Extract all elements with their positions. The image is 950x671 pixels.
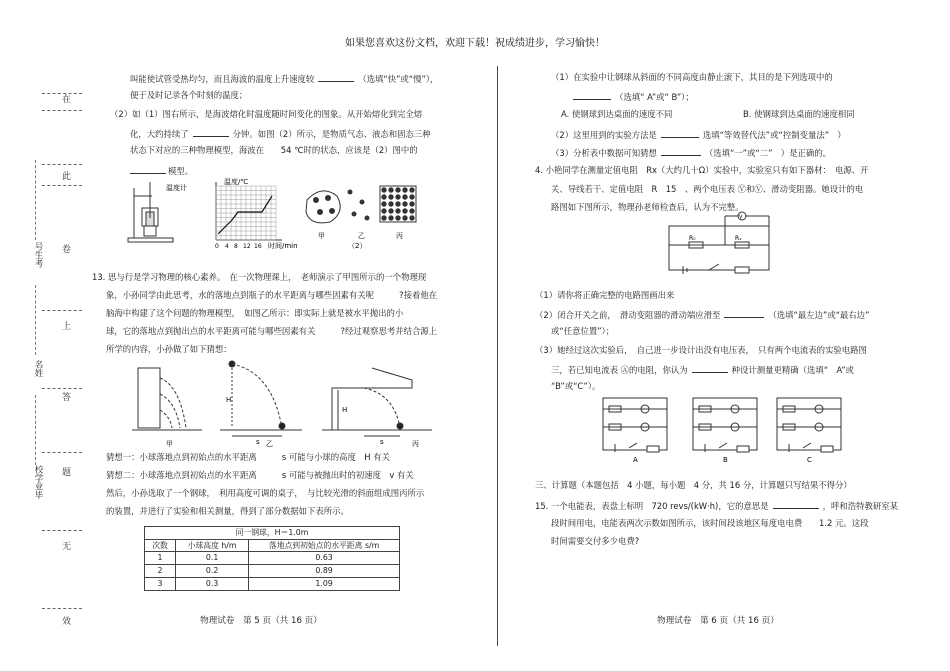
text-line: 的装置，并进行了实验和相关测量，得到了部分数据如下表所示。 bbox=[106, 506, 349, 516]
text-line: 猜想一：小球落地点到初始点的水平距离 s 可能与小球的高度 H 有关 bbox=[106, 452, 390, 462]
gutter-dash bbox=[42, 93, 82, 94]
page-footer: 物理试卷 第 6 页（共 16 页） bbox=[657, 616, 779, 626]
text-line: 猜想二：小球落地点到初始点的水平距离 s 可能与被抛出时的初速度 v 有关 bbox=[106, 470, 414, 480]
circuit-label-b: B bbox=[723, 456, 728, 464]
ammeter-circuit bbox=[693, 398, 757, 452]
gutter-word: 效 bbox=[62, 617, 72, 627]
ammeter-circuit bbox=[777, 398, 841, 452]
page-5 bbox=[92, 66, 480, 646]
solid-particle bbox=[382, 209, 386, 213]
text-line: （2）这里用到的实验方法是 选填“等效替代法”或“控制变量法” ） bbox=[551, 130, 846, 140]
model-label-c: 丙 bbox=[396, 232, 403, 240]
table-row: 1 0.1 0.63 bbox=[145, 552, 400, 565]
text-line: 模型。 bbox=[130, 164, 193, 177]
table-row: 3 0.3 1.09 bbox=[145, 577, 400, 590]
text-line: 便于及时记录各个时刻的温度； bbox=[130, 90, 248, 100]
text-line: 所学的内容，小孙做了如下猜想： bbox=[106, 344, 232, 354]
solid-particle bbox=[382, 195, 386, 199]
text-line: （1）在实验中让钢球从斜面的不同高度由静止滚下，其目的是下列选项中的 bbox=[551, 72, 833, 82]
solid-particle bbox=[382, 188, 386, 192]
text-line: 然后，小孙选取了一个钢球， 利用高度可调的桌子， 与比较光滑的斜面组成图丙所示 bbox=[106, 488, 425, 498]
text-line: （选填“ A”或“ B”）； bbox=[573, 90, 694, 103]
page-footer: 物理试卷 第 5 页（共 16 页） bbox=[200, 616, 322, 626]
text-line: “B”或“C”）。 bbox=[551, 381, 601, 391]
gutter-dash bbox=[42, 608, 82, 609]
text-line: 路图如下图所示，物理孙老师检查后，认为不完整。 bbox=[551, 202, 744, 212]
gutter-word: 无 bbox=[62, 542, 72, 552]
solid-particle bbox=[403, 209, 407, 213]
gutter-word: 卷 bbox=[62, 245, 72, 255]
gutter-dash bbox=[42, 530, 82, 531]
gutter-word: 答 bbox=[62, 393, 72, 403]
tick-16: 16 bbox=[254, 243, 262, 250]
graph-xlabel: 时间/min bbox=[268, 242, 298, 250]
voltmeter-icon: Ⓥ bbox=[737, 184, 747, 194]
solid-particle bbox=[396, 216, 400, 220]
page-6 bbox=[515, 66, 915, 646]
table-caption: 同一钢球，H＝1.0m bbox=[145, 527, 400, 540]
gutter-vline bbox=[35, 395, 37, 465]
height-label: H bbox=[226, 396, 232, 404]
tick-0: 0 bbox=[215, 243, 219, 250]
text-line: 叫能使试管受热均匀，而且海波的温度上升速度较 （选填“快”或“慢”）， bbox=[130, 74, 439, 84]
solid-particle bbox=[382, 216, 386, 220]
text-line: （3）她经过这次实验后， 自己进一步设计出没有电压表， 只有两个电流表的实验电路图 bbox=[535, 345, 867, 355]
solid-particle bbox=[389, 209, 393, 213]
gutter-dash bbox=[42, 388, 82, 389]
tick-8: 8 bbox=[234, 243, 238, 250]
distance-label: s bbox=[256, 438, 260, 446]
option-a: A. 使钢球到达桌面的速度不同 bbox=[561, 109, 673, 119]
circuit-diagram bbox=[665, 212, 775, 276]
projectile-figure bbox=[132, 358, 472, 448]
label-exam-number: 号生考 bbox=[33, 242, 43, 268]
solid-particle bbox=[410, 195, 414, 199]
ammeter-circuits bbox=[599, 394, 859, 464]
gutter-vline bbox=[35, 285, 37, 355]
fig-label-yi: 乙 bbox=[266, 440, 273, 448]
table-header: 落地点到初始点的水平距离 s/m bbox=[249, 539, 400, 552]
ammeter-circuit bbox=[603, 398, 667, 452]
solid-particle bbox=[389, 216, 393, 220]
page-banner: 如果您喜欢这份文档，欢迎下载！祝成绩进步，学习愉快！ bbox=[345, 38, 605, 49]
text-line: 脑海中构建了这个问题的物理模型， 如图乙所示：即实际上就是被水平抛出的小 bbox=[106, 308, 404, 318]
tick-4: 4 bbox=[225, 243, 229, 250]
gutter-word: 此 bbox=[62, 172, 72, 182]
table-row: 2 0.2 0.89 bbox=[145, 565, 400, 578]
gutter-word: 在 bbox=[62, 95, 72, 105]
text-line: 状态下对应的三种物理模型，海波在 54 ℃时的状态，应该是（2）图中的 bbox=[130, 145, 418, 155]
solid-particle bbox=[389, 188, 393, 192]
solid-particle bbox=[396, 209, 400, 213]
resistor-r0: R₀ bbox=[689, 235, 696, 242]
model-label-b: 乙 bbox=[358, 232, 365, 240]
table-header: 小球高度 h/m bbox=[176, 539, 249, 552]
melting-figure bbox=[122, 178, 422, 250]
ammeter-icon: Ⓐ bbox=[620, 365, 630, 375]
height-label-c: H bbox=[342, 406, 348, 414]
solid-particle bbox=[403, 216, 407, 220]
solid-particle bbox=[410, 216, 414, 220]
tick-12: 12 bbox=[243, 243, 251, 250]
gutter-word: 题 bbox=[62, 468, 72, 478]
thermometer-label: 温度计 bbox=[166, 184, 187, 192]
fig-label-jia: 甲 bbox=[166, 440, 173, 448]
solid-particle bbox=[396, 202, 400, 206]
fig-label-bing: 丙 bbox=[412, 440, 419, 448]
circuit-label-a: A bbox=[633, 456, 638, 464]
table-header: 次数 bbox=[145, 539, 176, 552]
distance-label-c: s bbox=[380, 438, 384, 446]
binding-gutter bbox=[0, 60, 80, 650]
text-line: （3）分析表中数据可知猜想 （选填“一”或“二” ）是正确的。 bbox=[551, 148, 832, 158]
solid-particle bbox=[382, 202, 386, 206]
text-line: 或“任意位置”）； bbox=[551, 326, 615, 336]
text-line: 三，若已知电流表 Ⓐ的电阻，你认为 种设计测量更精确（选填“ A”或 bbox=[551, 365, 854, 375]
text-line: 球，它的落地点到抛出点的水平距离可能与哪些因素有关 ?经过观察思考并结合源上 bbox=[106, 326, 438, 336]
label-name: 名姓 bbox=[33, 360, 43, 377]
temperature-graph bbox=[216, 182, 282, 240]
solid-particle bbox=[410, 209, 414, 213]
figure-2-label: （2） bbox=[348, 242, 367, 250]
gutter-dash bbox=[42, 185, 82, 186]
label-school: 校学业毕 bbox=[33, 465, 43, 499]
text-line: （1）请你将正确完整的电路图画出来 bbox=[535, 290, 675, 300]
solid-particle bbox=[410, 188, 414, 192]
text-line: 13. 思与行是学习物理的核心素养。 在一次物理课上， 老师演示了甲图所示的一个物理现 bbox=[92, 272, 427, 282]
page-divider bbox=[497, 66, 498, 646]
model-label-a: 甲 bbox=[318, 232, 325, 240]
data-table bbox=[144, 526, 400, 591]
text-line: 段时间用电，电能表两次示数如图所示，该时间段该地区每度电电费 1.2 元。这段 bbox=[551, 518, 869, 528]
gutter-vline bbox=[35, 160, 37, 240]
text-line: 时间需要交付多少电费? bbox=[551, 536, 640, 546]
text-line: （2）如（1）图右所示，是海波熔化时温度随时间变化的图象。从开始熔化到完全熔 bbox=[110, 109, 423, 119]
resistor-rx: Rₓ bbox=[735, 235, 742, 242]
circuit-label-c: C bbox=[807, 456, 812, 464]
solid-particle bbox=[410, 202, 414, 206]
solid-particle bbox=[396, 188, 400, 192]
gutter-dash bbox=[42, 164, 82, 165]
voltmeter-symbol: V bbox=[739, 214, 743, 221]
section-heading: 三、计算题（本题包括 4 小题，每小题 4 分，共 16 分，计算题只写结果不得分） bbox=[535, 480, 852, 490]
gutter-dash bbox=[42, 452, 82, 453]
solid-particle bbox=[389, 195, 393, 199]
solid-particle bbox=[396, 195, 400, 199]
voltmeter-icon: Ⓥ bbox=[754, 184, 763, 194]
solid-particle bbox=[389, 202, 393, 206]
solid-particle bbox=[403, 195, 407, 199]
solid-particle bbox=[403, 202, 407, 206]
molecule-models bbox=[306, 186, 416, 223]
solid-particle bbox=[403, 188, 407, 192]
gutter-word: 上 bbox=[62, 322, 72, 332]
text-line: 4. 小艳同学在测量定值电阻 Rx（大约几十Ω）实验中，实验室只有如下器材： 电源、开 bbox=[535, 165, 869, 175]
text-line: 15. 一个电能表，表盘上标明 720 revs/(kW·h)，它的意思是 ，呼和浩特教研室某 bbox=[535, 501, 898, 511]
gutter-dash bbox=[42, 110, 82, 111]
text-line: （2）闭合开关之前， 滑动变阻器的滑动端应滑至 （选填“最左边”或“最右边” bbox=[535, 310, 870, 320]
text-line: 关、导线若干、定值电阻 R 15 、两个电压表 Ⓥ和Ⓥ、滑动变阻器。她设计的电 bbox=[551, 184, 864, 194]
text-line: 化，大约持续了 分钟。如图（2）所示，是物质气态、液态和固态三种 bbox=[130, 129, 431, 139]
graph-ylabel: 温度/℃ bbox=[224, 178, 249, 186]
text-line: 象，小孙同学由此思考，水的落地点到瓶子的水平距离与哪些因素有关呢 ?接着他在 bbox=[106, 290, 438, 300]
option-b: B. 使钢球到达桌面的速度相同 bbox=[743, 109, 855, 119]
gutter-dash bbox=[42, 310, 82, 311]
